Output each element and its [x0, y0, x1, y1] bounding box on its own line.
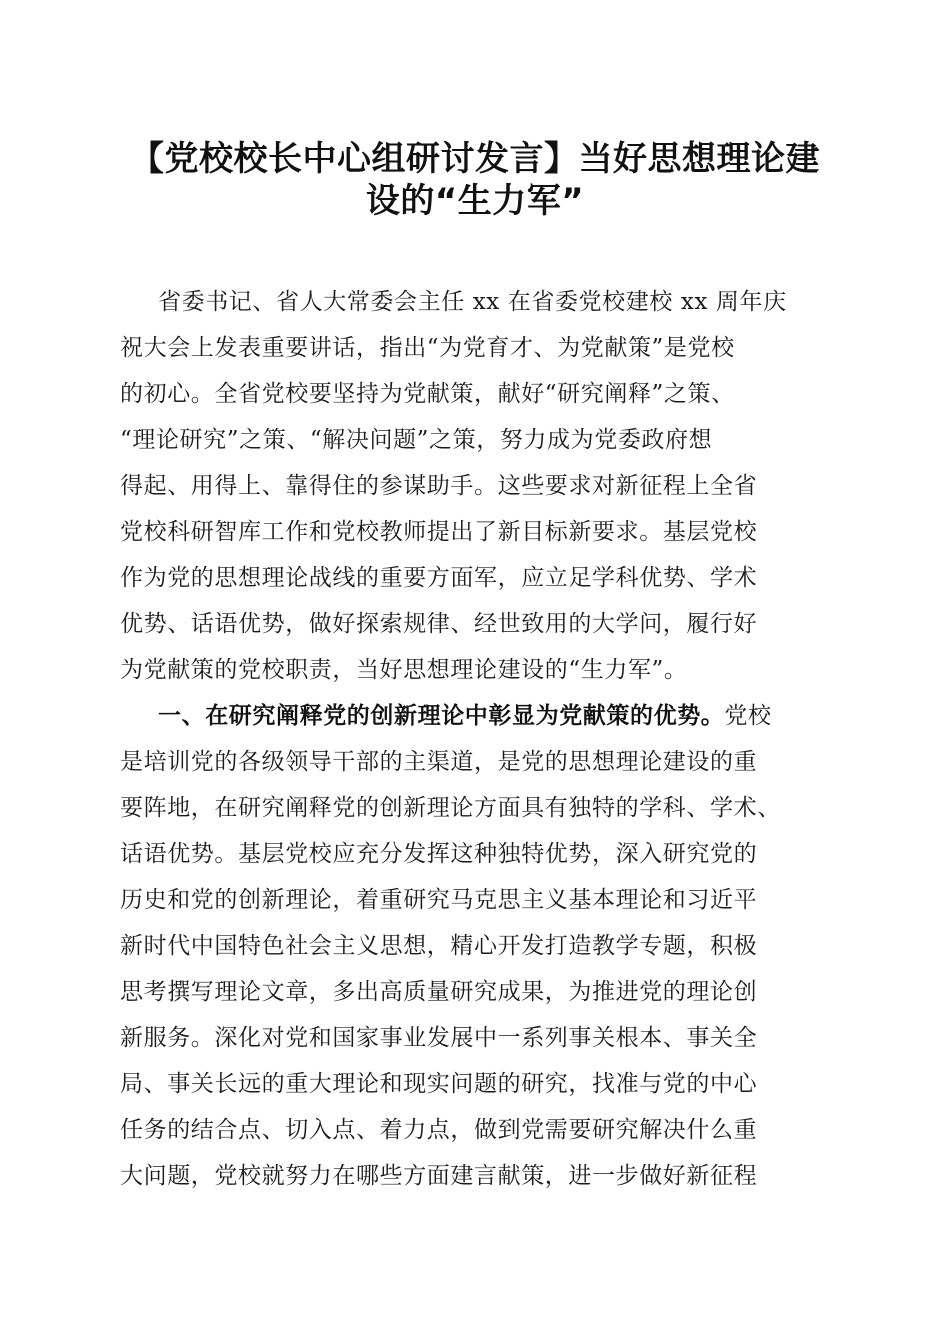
- paragraph-line: 优势、话语优势，做好探索规律、经世致用的大学问，履行好: [120, 611, 758, 637]
- paragraph-line: 要阵地，在研究阐释党的创新理论方面具有独特的学科、学术、: [120, 795, 781, 821]
- paragraph-line: 为党献策的党校职责，当好思想理论建设的“生力军”。: [120, 657, 688, 683]
- paragraph-line: 是培训党的各级领导干部的主渠道，是党的思想理论建设的重: [120, 749, 758, 775]
- paragraph-line: 大问题，党校就努力在哪些方面建言献策，进一步做好新征程: [120, 1163, 758, 1189]
- paragraph-intro: [120, 279, 840, 693]
- paragraph-line: 新时代中国特色社会主义思想，精心开发打造教学专题，积极: [120, 933, 758, 959]
- paragraph-line: 党校科研智库工作和党校教师提出了新目标新要求。基层党校: [120, 519, 758, 545]
- paragraph-line: “理论研究”之策、“解决问题”之策，努力成为党委政府想: [120, 427, 713, 453]
- title-line: 设的“生力军”: [365, 181, 585, 221]
- paragraph-line: 得起、用得上、靠得住的参谋助手。这些要求对新征程上全省: [120, 473, 758, 499]
- paragraph-line: 局、事关长远的重大理论和现实问题的研究，找准与党的中心: [120, 1071, 758, 1097]
- paragraph-line: 历史和党的创新理论，着重研究马克思主义基本理论和习近平: [120, 887, 758, 913]
- paragraph-line: 作为党的思想理论战线的重要方面军，应立足学科优势、学术: [120, 565, 758, 591]
- paragraph-line: 祝大会上发表重要讲话，指出“为党育才、为党献策”是党校: [120, 335, 735, 361]
- section-1-first-line-rest: 党校: [724, 703, 772, 729]
- paragraph-line: 省委书记、省人大常委会主任 xx 在省委党校建校 xx 周年庆: [158, 289, 787, 315]
- section-1-heading: 一、在研究阐释党的创新理论中彰显为党献策的优势。: [158, 703, 725, 729]
- paragraph-line: 思考撰写理论文章，多出高质量研究成果，为推进党的理论创: [120, 979, 758, 1005]
- document-body: [120, 279, 840, 1199]
- paragraph-line: 新服务。深化对党和国家事业发展中一系列事关根本、事关全: [120, 1025, 758, 1051]
- paragraph-line: 的初心。全省党校要坚持为党献策，献好“研究阐释”之策、: [120, 381, 735, 407]
- paragraph-line: 任务的结合点、切入点、着力点，做到党需要研究解决什么重: [120, 1117, 758, 1143]
- title-line: 【党校校长中心组研讨发言】当好思想理论建: [130, 139, 820, 179]
- section-1: [120, 693, 840, 1199]
- section-1-first-line: [120, 693, 840, 739]
- document-title: [110, 138, 840, 222]
- paragraph-line: 话语优势。基层党校应充分发挥这种独特优势，深入研究党的: [120, 841, 758, 867]
